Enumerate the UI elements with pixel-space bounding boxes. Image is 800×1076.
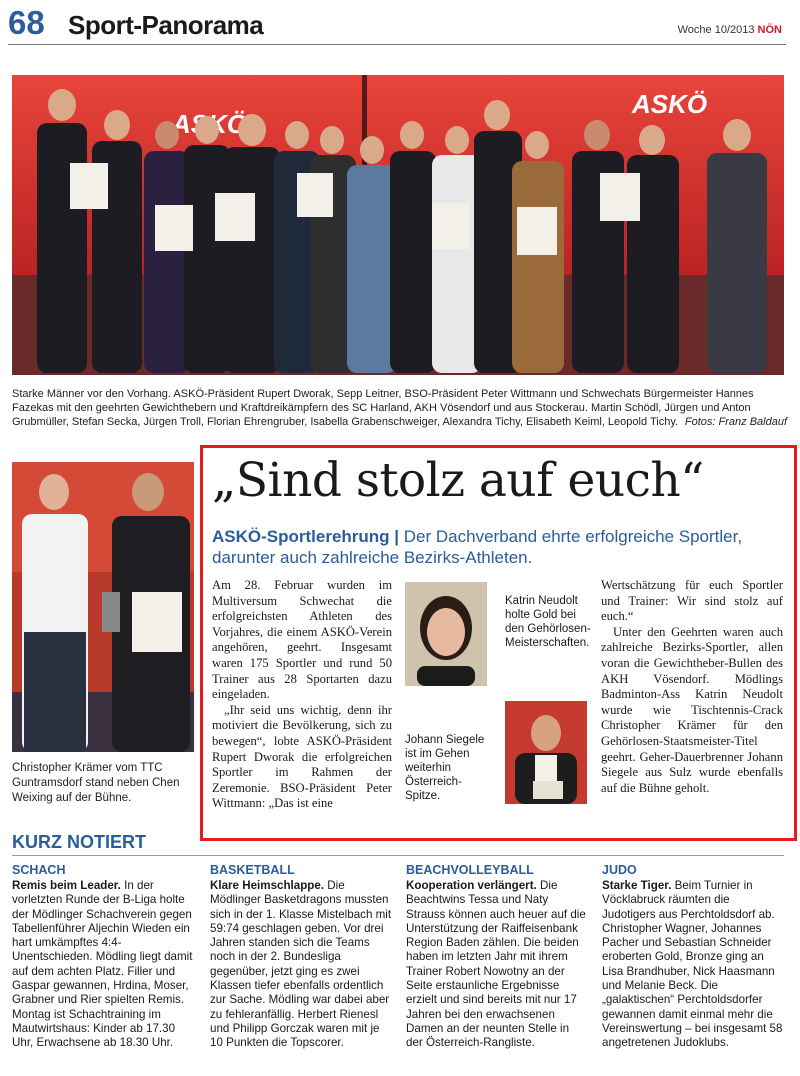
brief-text: Die Mödlinger Basketdragons mussten sich in der 1. Klasse Mistelbach mit 59:74 geschlagen geben. Vor drei Jahren standen sich die Teams noch in der 2. Bundesliga gegenüber, jetzt ging es zwei Klassen tiefer ebenfalls ordentlich zur Sache. Mödling war dabei aber zu fehleranfällig. Herbert Rienesl und Philipp Gorczak waren mit je 10 Punkten die Topscorer.	[210, 879, 392, 1050]
brief-beachvolleyball	[406, 862, 588, 1051]
article-paragraph: „Ihr seid uns wichtig, denn ihr motiviert die Bevölkerung, sich zu bewegen“, lobte ASKÖ-Präsident Rupert Dworak die erfolgreichen Sportler im Rahmen der Zeremonie. BSO-Präsident Peter Wittmann: „Das ist eine	[212, 702, 392, 811]
brief-lead: Starke Tiger.	[602, 879, 672, 892]
brief-text: In der vorletzten Runde der B-Liga holte der Mödlinger Schachverein gegen Tabellenführer Aljechin Wieden ein hart umkämpftes 4:4-Unentschieden. Mödling liegt damit auf dem achten Platz. Filler und Gaspar gewannen, Hrdina, Moser, Grabner und Rier spielten Remis. Montag ist Schachtraining im Mautwirtshaus: Kinder ab 17.30 Uhr, Erwachsene ab 18.30 Uhr.	[12, 879, 193, 1050]
article-subhead-text: Der Dachverband ehrte erfolgreiche Sportler, darunter auch zahlreiche Bezirks-Athleten.	[212, 527, 743, 567]
issue-label	[678, 24, 782, 36]
brief-body	[12, 879, 194, 1051]
brief-judo	[602, 862, 784, 1051]
brief-lead: Klare Heimschlappe.	[210, 879, 325, 892]
award-group-photo	[12, 75, 784, 375]
section-title: Sport-Panorama	[68, 10, 264, 40]
main-photo-caption	[12, 387, 787, 429]
article-paragraph: Unter den Geehrten waren auch zahlreiche Bezirks-Sportler, allen voran die Gewichtheber-Bullen des AKH Vösendorf. Mödlings Badminton-Ass Katrin Neudolt wurde wie Tischtennis-Crack Christopher Krämer für den Gehörlosen-Staatsmeister-Titel geehrt. Geher-Dauerbrenner Johann Siegele aus Sulz wurde ebenfalls auf die Bühne geholt.	[601, 624, 783, 795]
brief-body	[210, 879, 392, 1051]
side-photo-caption: Christopher Krämer vom TTC Guntramsdorf stand neben Chen Weixing auf der Bühne.	[12, 762, 180, 804]
brief-text: Die Beachtwins Tessa und Naty Strauss können auch heuer auf die Unterstützung der Raiffeisenbank Region Baden zählen. Die beiden haben im letzten Jahr mit ihrem Trainer Robert Nowotny an der Seite erstaunliche Ergebnisse erzielt und sind bereits mit nur 17 Jahren bei den erwachsenen Damen an der neunten Stelle in der Österreich-Rangliste.	[406, 879, 586, 1050]
brief-body	[406, 879, 588, 1051]
neudolt-caption: Katrin Neudolt holte Gold bei den Gehörlosen-Meisterschaften.	[505, 595, 591, 649]
header-divider	[8, 44, 786, 45]
main-photo	[12, 75, 784, 375]
brief-lead: Kooperation verlängert.	[406, 879, 537, 892]
article-headline: „Sind stolz auf euch“	[212, 453, 704, 508]
neudolt-photo	[405, 582, 487, 686]
page-number: 68	[8, 4, 45, 41]
banner-text: ASKÖ	[632, 89, 708, 119]
article-column-1	[212, 578, 392, 812]
brief-category: JUDO	[602, 863, 637, 877]
brand-logo: NÖN	[757, 24, 782, 36]
photo-credit: Fotos: Franz Baldauf	[684, 416, 787, 428]
article-kicker: ASKÖ-Sportlerehrung |	[212, 527, 400, 546]
siegele-caption: Johann Siegele ist im Gehen weiterhin Österreich-Spitze.	[405, 734, 485, 802]
kurz-notiert-title: KURZ NOTIERT	[12, 832, 146, 852]
kurz-divider	[12, 855, 784, 856]
article-paragraph: Am 28. Februar wurden im Multiversum Schwechat die erfolgreichsten Athleten des Vorjahres, die einem ASKÖ-Verein angehören, geehrt. Insgesamt waren 175 Sportler und rund 50 Trainer aus 28 Sportarten dazu eingeladen.	[212, 578, 392, 702]
brief-body	[602, 879, 784, 1051]
article-paragraph: Wertschätzung für euch Sportler und Trainer: Wir sind stolz auf euch.“	[601, 578, 783, 624]
brief-lead: Remis beim Leader.	[12, 879, 121, 892]
caption-text: Starke Männer vor den Vorhang. ASKÖ-Präsident Rupert Dworak, Sepp Leitner, BSO-Präsident Peter Wittmann und Schwechats Bürgermeister Hannes Fazekas mit den geehrten Gewichthebern und Kraftdreikämpfern des SC Harland, AKH Vösendorf und aus Stockerau. Martin Schödl, Jürgen und Anton Grubmüller, Stefan Secka, Jürgen Troll, Florian Ehrengruber, Isabella Grabenschweiger, Alexandra Tichy, Elisabeth Keiml, Leopold Tichy.	[12, 388, 754, 428]
brief-category: BEACHVOLLEYBALL	[406, 863, 534, 877]
article-column-3	[601, 578, 783, 796]
article-subhead	[212, 526, 782, 568]
brief-category: SCHACH	[12, 863, 66, 877]
kraemer-weixing-photo	[12, 462, 194, 752]
siegele-portrait	[505, 701, 587, 804]
brief-schach	[12, 862, 194, 1051]
siegele-photo	[505, 701, 587, 804]
brief-text: Beim Turnier in Vöcklabruck räumten die Judotigers aus Perchtoldsdorf ab. Christopher Wagner, Johannes Pacher und Sebastian Schneider eroberten Gold, Bronze ging an Lisa Brandhuber, Nick Haasmann und Melanie Beck. Die „galaktischen“ Perchtoldsdorfer gewannen damit einmal mehr die Vereinswertung – bei insgesamt 58 angetretenen Judoklubs.	[602, 879, 783, 1050]
neudolt-portrait	[405, 582, 487, 686]
brief-category: BASKETBALL	[210, 863, 295, 877]
issue-week: Woche 10/2013	[677, 24, 755, 36]
brief-basketball	[210, 862, 392, 1051]
side-photo	[12, 462, 194, 752]
